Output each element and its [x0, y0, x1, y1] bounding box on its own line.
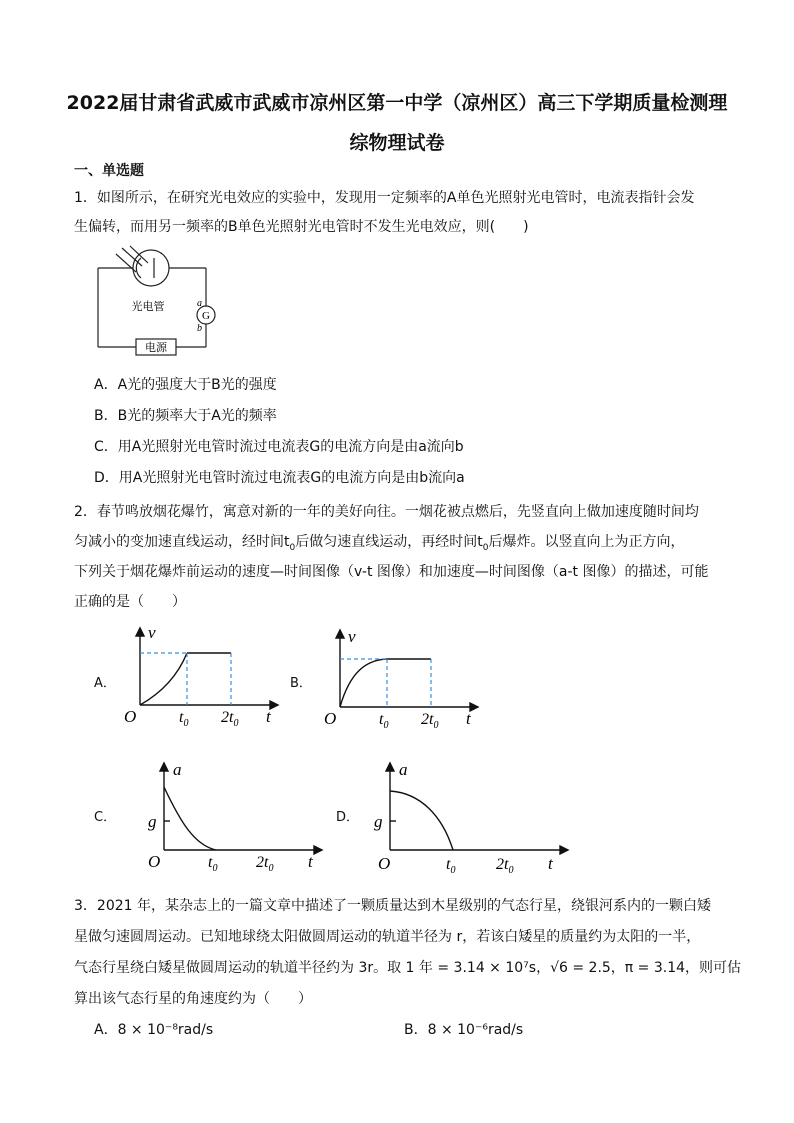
- graph-b-curve: [340, 659, 387, 707]
- q1-option-a: A．A光的强度大于B光的强度: [94, 377, 277, 393]
- graph-b: [318, 622, 488, 737]
- graph-d: [368, 755, 578, 880]
- svg-text:t0: $t_0$: [208, 854, 218, 874]
- svg-text:g: g: [374, 812, 383, 831]
- svg-text:g: g: [148, 812, 157, 831]
- terminal-a: a: [197, 298, 202, 309]
- svg-text:2t0: $2t_0$: [221, 709, 239, 729]
- graph-a-curve: [140, 653, 187, 705]
- svg-text:2t0: $2t_0$: [421, 711, 439, 731]
- graph-a: [118, 620, 288, 735]
- svg-text:t0: $t_0$: [179, 709, 189, 729]
- q3-line2: 星做匀速圆周运动。已知地球绕太阳做圆周运动的轨道半径为 r，若该白矮星的质量约为太阳的一半，: [74, 929, 701, 945]
- q2-label-c: C．: [94, 810, 117, 825]
- svg-text:t: t: [266, 707, 271, 726]
- q2-label-a: A．: [94, 676, 116, 691]
- doc-title-line2: 综物理试卷: [349, 132, 445, 154]
- svg-text:O: O: [324, 709, 337, 728]
- svg-text:O: O: [148, 852, 161, 871]
- q1-option-d: D．用A光照射光电管时流过电流表G的电流方向是由b流向a: [94, 470, 465, 486]
- svg-text:O: O: [378, 854, 391, 873]
- svg-text:v: v: [348, 627, 356, 646]
- doc-title-line1: 2022届甘肃省武威市武威市凉州区第一中学（凉州区）高三下学期质量检测理: [66, 92, 728, 114]
- terminal-b: b: [197, 323, 202, 334]
- q1-option-c: C．用A光照射光电管时流过电流表G的电流方向是由a流向b: [94, 439, 464, 455]
- power-source-label: 电源: [145, 342, 167, 354]
- svg-text:2t0: $2t_0$: [256, 854, 274, 874]
- svg-text:t0: $t_0$: [446, 856, 456, 876]
- galvanometer-label: G: [202, 310, 210, 322]
- q2-line3: 下列关于烟花爆炸前运动的速度—时间图像（v-t 图像）和加速度—时间图像（a-t 图像）的描述，可能: [74, 564, 709, 580]
- graph-c: [142, 755, 332, 880]
- q1-line1: 1．如图所示，在研究光电效应的实验中，发现用一定频率的A单色光照射光电管时，电流表指针会发: [74, 190, 695, 206]
- svg-text:v: v: [148, 623, 156, 642]
- svg-text:t0: $t_0$: [379, 711, 389, 731]
- q1-circuit-figure: [96, 244, 221, 359]
- phototube-label: 光电管: [131, 301, 165, 313]
- q1-option-b: B．B光的频率大于A光的频率: [94, 408, 277, 424]
- q2-line4: 正确的是（ ）: [74, 594, 186, 610]
- graph-d-curve: [390, 791, 453, 850]
- light-ray-1: [122, 248, 142, 266]
- phototube: [133, 250, 169, 286]
- q3-line1: 3．2021 年，某杂志上的一篇文章中描述了一颗质量达到木星级别的气态行星，绕银河系内的一颗白矮: [74, 898, 711, 914]
- svg-text:O: O: [124, 707, 137, 726]
- q2-label-b: B．: [290, 676, 312, 691]
- q2-label-d: D．: [336, 810, 360, 825]
- q2-line2: 匀减小的变加速直线运动，经时间$t_0$后做匀速直线运动，再经时间$t_0$后爆炸。以竖直向上为正方向，: [74, 534, 685, 553]
- graph-c-curve: [164, 787, 216, 850]
- svg-text:a: a: [399, 760, 408, 779]
- svg-text:t: t: [548, 854, 553, 873]
- svg-text:t: t: [466, 709, 471, 728]
- q3-line4: 算出该气态行星的角速度约为（ ）: [74, 991, 312, 1007]
- svg-text:2t0: $2t_0$: [496, 856, 514, 876]
- svg-text:a: a: [173, 760, 182, 779]
- svg-text:t: t: [308, 852, 313, 871]
- q3-option-b: B．8 × 10⁻⁶rad/s: [404, 1022, 524, 1038]
- section-heading: 一、单选题: [74, 163, 144, 179]
- q1-line2: 生偏转，而用另一频率的B单色光照射光电管时不发生光电效应，则( ): [74, 219, 529, 235]
- q3-line3: 气态行星绕白矮星做圆周运动的轨道半径约为 3r。取 1 年 = 3.14 × 10⁷s，√6 = 2.5，π = 3.14，则可估: [74, 960, 742, 976]
- q3-option-a: A．8 × 10⁻⁸rad/s: [94, 1022, 214, 1038]
- q2-line1: 2．春节鸣放烟花爆竹，寓意对新的一年的美好向往。一烟花被点燃后，先竖直向上做加速度随时间均: [74, 504, 699, 520]
